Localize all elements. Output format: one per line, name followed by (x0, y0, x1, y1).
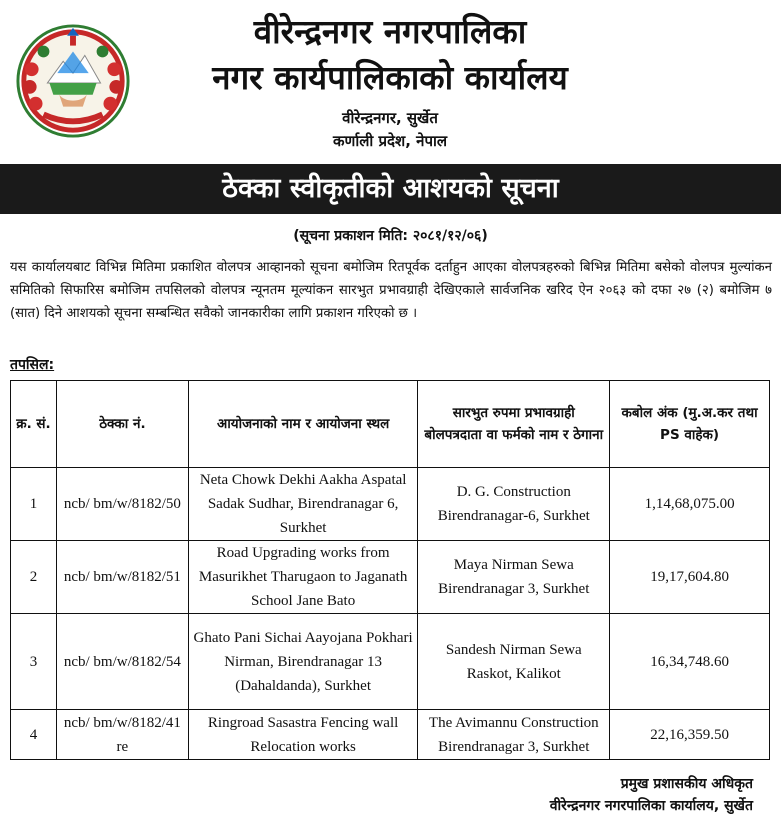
address-province: कर्णाली प्रदेश, नेपाल (332, 132, 448, 150)
cell-sn: 4 (11, 710, 57, 760)
publication-date: (सूचना प्रकाशन मिति: २०८१/१२/०६) (293, 228, 488, 244)
contract-table (10, 380, 770, 760)
schedule-label: तपसिल: (10, 357, 55, 373)
cell-amount: 19,17,604.80 (610, 541, 770, 614)
cell-contract-no: ncb/ bm/w/8182/54 (56, 614, 188, 710)
cell-bidder: Sandesh Nirman Sewa Raskot, Kalikot (418, 614, 610, 710)
table-row (11, 710, 770, 760)
address-city: वीरेन्द्रनगर, सुर्खेत (342, 109, 438, 127)
cell-contract-no: ncb/ bm/w/8182/51 (56, 541, 188, 614)
cell-sn: 2 (11, 541, 57, 614)
cell-sn: 1 (11, 468, 57, 541)
cell-bidder: Maya Nirman Sewa Birendranagar 3, Surkhet (418, 541, 610, 614)
signatory-office: वीरेन्द्रनगर नगरपालिका कार्यालय, सुर्खेत (549, 798, 753, 814)
cell-project: Ghato Pani Sichai Aayojana Pokhari Nirman, Birendranagar 13 (Dahaldanda), Surkhet (188, 614, 418, 710)
municipality-name: वीरेन्द्रनगर नगरपालिका (253, 12, 527, 51)
header-sn: क्र. सं. (11, 381, 57, 468)
cell-contract-no: ncb/ bm/w/8182/41 re (56, 710, 188, 760)
cell-amount: 1,14,68,075.00 (610, 468, 770, 541)
table-row (11, 468, 770, 541)
cell-project: Road Upgrading works from Masurikhet Tharugaon to Jaganath School Jane Bato (188, 541, 418, 614)
cell-bidder: D. G. Construction Birendranagar-6, Surkhet (418, 468, 610, 541)
cell-contract-no: ncb/ bm/w/8182/50 (56, 468, 188, 541)
notice-body: यस कार्यालयबाट विभिन्न मितिमा प्रकाशित वोलपत्र आव्हानको सूचना बमोजिम रितपूर्वक दर्ताहुन आएका वोलपत्रहरुको बिभिन्न मितिमा बसेको वोलपत्र मुल्यांकन समितिको सिफारिस बमोजिम तपसिलको वोलपत्र न्यूनतम मूल्यांकन सारभुत प्रभावग्राही देखिएकाले सार्वजनिक खरिद ऐन २०६३ को दफा २७ (२) बमोजिम ७ (सात) दिने आशयको सूचना सम्बन्धित सवैको जानकारीका लागि प्रकाशन गरिएको छ । (10, 260, 772, 321)
signatory-title: प्रमुख प्रशासकीय अधिकृत (620, 776, 753, 792)
letterhead (0, 0, 781, 162)
cell-project: Ringroad Sasastra Fencing wall Relocation works (188, 710, 418, 760)
cell-amount: 16,34,748.60 (610, 614, 770, 710)
header-amount: कबोल अंक (मु.अ.कर तथा PS वाहेक) (610, 381, 770, 468)
cell-bidder: The Avimannu Construction Birendranagar 3, Surkhet (418, 710, 610, 760)
header-project: आयोजनाको नाम र आयोजना स्थल (188, 381, 418, 468)
notice-title-banner: ठेक्का स्वीकृतीको आशयको सूचना (0, 164, 781, 214)
header-contract-no: ठेक्का नं. (56, 381, 188, 468)
cell-sn: 3 (11, 614, 57, 710)
cell-project: Neta Chowk Dekhi Aakha Aspatal Sadak Sudhar, Birendranagar 6, Surkhet (188, 468, 418, 541)
cell-amount: 22,16,359.50 (610, 710, 770, 760)
table-row (11, 614, 770, 710)
header-bidder: सारभुत रुपमा प्रभावग्राही बोलपत्रदाता वा फर्मको नाम र ठेगाना (418, 381, 610, 468)
office-name: नगर कार्यपालिकाको कार्यालय (212, 58, 568, 97)
table-header-row (11, 381, 770, 468)
table-row (11, 541, 770, 614)
nepal-government-emblem-icon (14, 22, 132, 140)
